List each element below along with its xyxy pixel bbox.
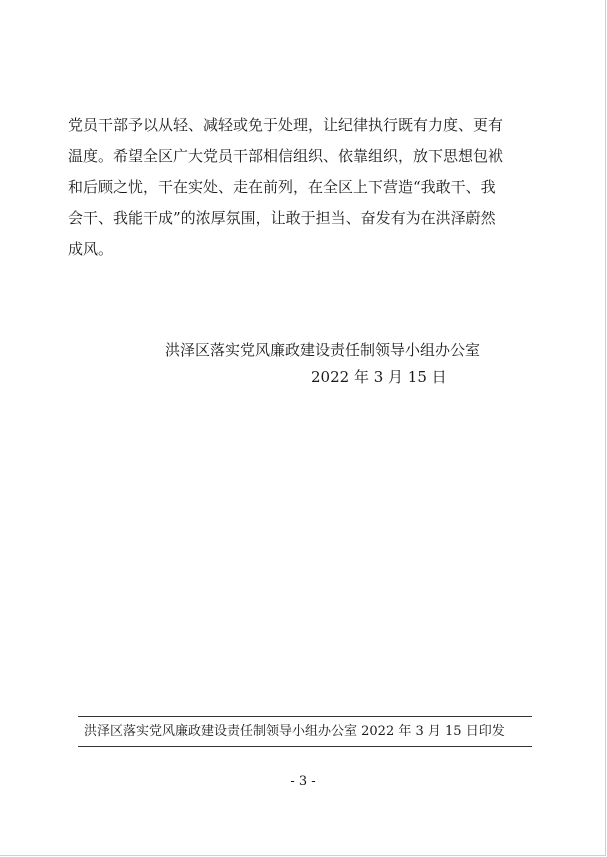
body-paragraph: [68, 110, 544, 265]
body-line: 党员干部予以从轻、减轻或免于处理，让纪律执行既有力度、更有: [68, 116, 504, 134]
body-line: 和后顾之忧，干在实处、走在前列，在全区上下营造“我敢干、我: [68, 178, 496, 196]
footer-rule-top: [78, 716, 532, 717]
signature-organization: 洪泽区落实党风廉政建设责任制领导小组办公室: [165, 341, 481, 359]
body-line: 温度。希望全区广大党员干部相信组织、依靠组织，放下思想包袱: [68, 147, 504, 165]
body-line: 成风。: [68, 240, 114, 258]
footer-rule-bottom: [78, 746, 532, 747]
footer-issued-by: 洪泽区落实党风廉政建设责任制领导小组办公室 2022 年 3 月 15 日印发: [84, 724, 505, 739]
body-line: 会干、我能干成”的浓厚氛围，让敢于担当、奋发有为在洪泽蔚然: [68, 209, 496, 227]
page-number: - 3 -: [290, 774, 316, 789]
signature-date: 2022 年 3 月 15 日: [311, 368, 447, 386]
